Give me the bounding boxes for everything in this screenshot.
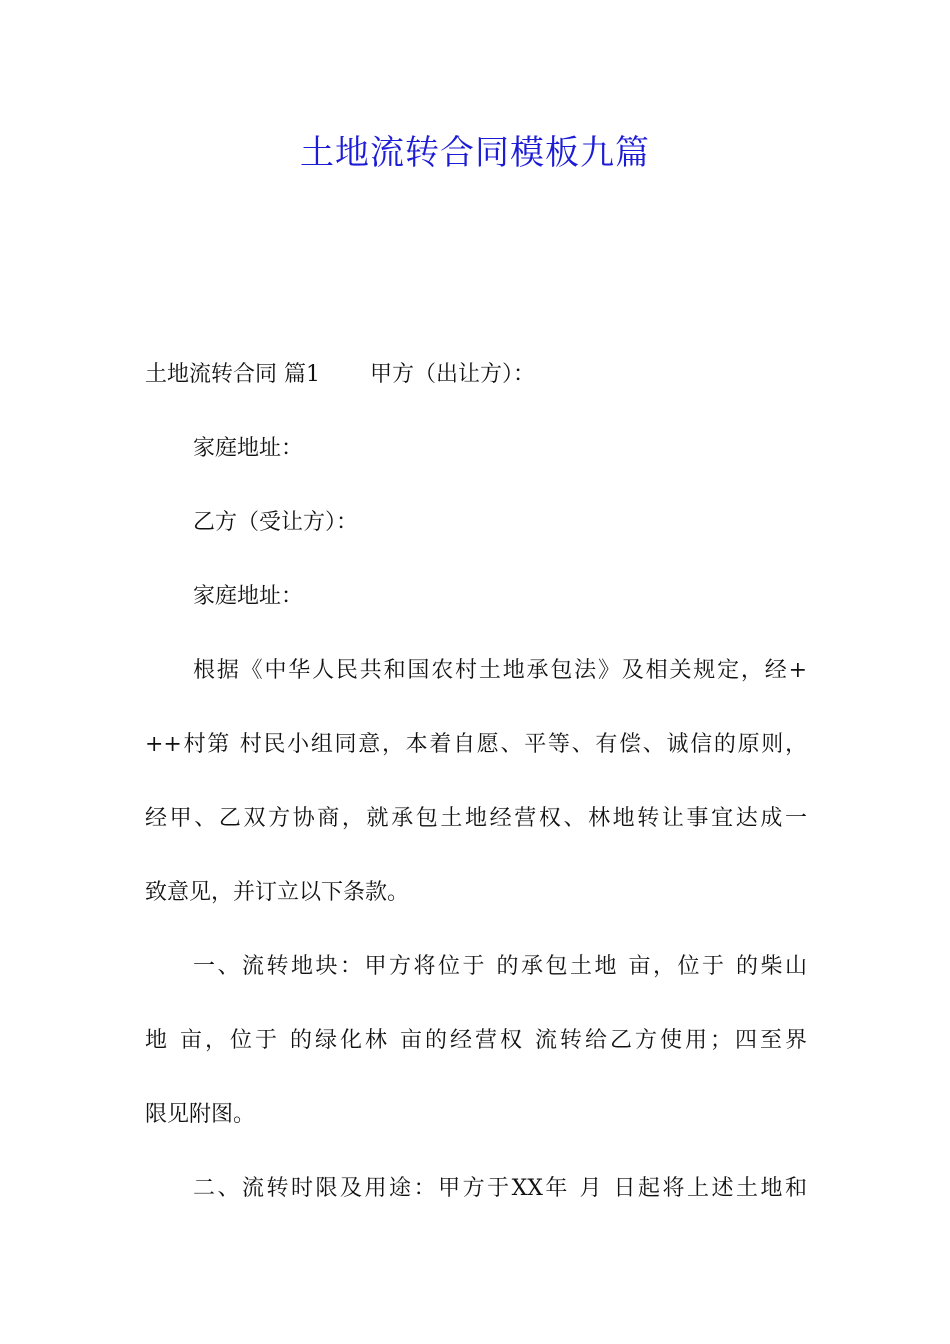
paragraph-line: 根据《中华人民共和国农村土地承包法》及相关规定，经+ xyxy=(193,658,807,683)
paragraph-line: 经甲、乙双方协商，就承包土地经营权、林地转让事宜达成一 xyxy=(145,806,807,831)
clause-line: 二、流转时限及用途：甲方于XX年 月 日起将上述土地和 xyxy=(193,1176,807,1201)
clause-line: 一、流转地块：甲方将位于 的承包土地 亩，位于 的柴山 xyxy=(193,954,807,979)
section-heading-line xyxy=(145,338,807,412)
party-b-address: 家庭地址： xyxy=(193,584,304,609)
party-a-label: 甲方（出让方）： xyxy=(370,362,536,387)
document-body xyxy=(145,338,807,1226)
party-b-label: 乙方（受让方）： xyxy=(193,510,359,535)
paragraph-line: 致意见，并订立以下条款。 xyxy=(145,880,410,905)
document-title: 土地流转合同模板九篇 xyxy=(300,133,650,173)
party-a-address: 家庭地址： xyxy=(193,436,304,461)
section-heading: 土地流转合同 篇1 xyxy=(145,362,320,387)
clause-line: 限见附图。 xyxy=(145,1102,256,1127)
paragraph-line: ++村第 村民小组同意，本着自愿、平等、有偿、诚信的原则， xyxy=(145,732,807,757)
clause-line: 地 亩，位于 的绿化林 亩的经营权 流转给乙方使用；四至界 xyxy=(145,1028,807,1053)
